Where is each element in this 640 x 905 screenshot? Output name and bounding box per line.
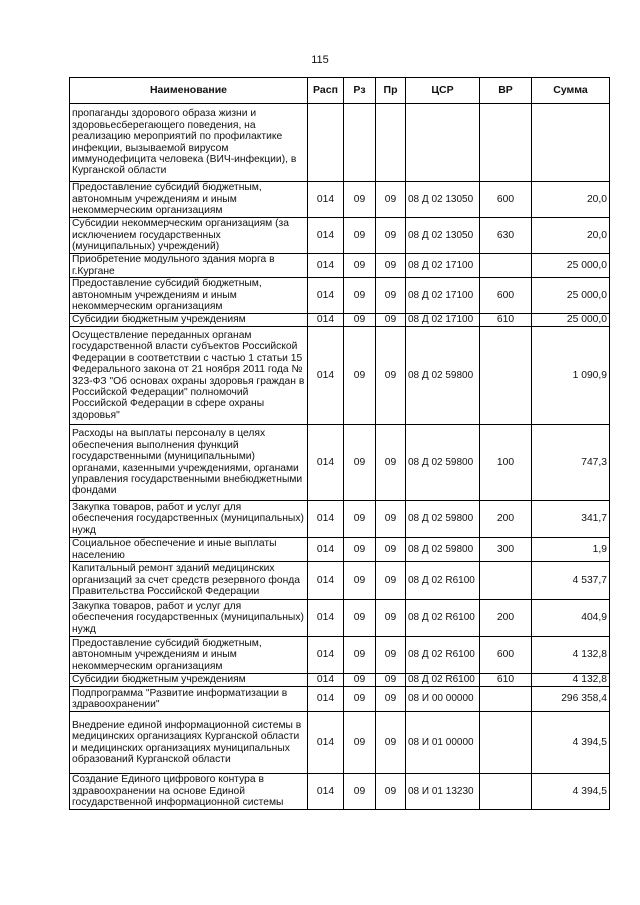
cell-pr: 09	[376, 712, 406, 774]
table-row	[70, 501, 610, 538]
cell-rz: 09	[344, 425, 376, 501]
cell-name: Субсидии бюджетным учреждениям	[70, 314, 308, 327]
cell-rasp: 014	[308, 538, 344, 562]
cell-rasp: 014	[308, 562, 344, 600]
cell-vr	[480, 687, 532, 712]
cell-name: Капитальный ремонт зданий медицинских организаций за счет средств резервного фонда Правительства Российской Федерации	[70, 562, 308, 600]
cell-sum: 4 394,5	[532, 712, 610, 774]
cell-pr: 09	[376, 637, 406, 674]
cell-pr: 09	[376, 314, 406, 327]
cell-sum: 20,0	[532, 182, 610, 218]
cell-sum: 25 000,0	[532, 314, 610, 327]
cell-rz: 09	[344, 562, 376, 600]
cell-sum: 4 132,8	[532, 637, 610, 674]
table-row	[70, 712, 610, 774]
cell-sum: 4 537,7	[532, 562, 610, 600]
table-row	[70, 674, 610, 687]
cell-csr: 08 И 01 13230	[406, 774, 480, 810]
page-number: 115	[311, 54, 329, 66]
cell-rasp: 014	[308, 600, 344, 637]
table-row	[70, 637, 610, 674]
cell-csr: 08 И 01 00000	[406, 712, 480, 774]
table-row	[70, 600, 610, 637]
cell-vr: 600	[480, 182, 532, 218]
cell-vr: 200	[480, 501, 532, 538]
cell-csr: 08 Д 02 17100	[406, 314, 480, 327]
cell-rz: 09	[344, 674, 376, 687]
cell-pr: 09	[376, 562, 406, 600]
cell-sum: 404,9	[532, 600, 610, 637]
cell-sum: 25 000,0	[532, 278, 610, 314]
header-name: Наименование	[70, 78, 308, 104]
cell-pr: 09	[376, 687, 406, 712]
header-rasp: Расп	[308, 78, 344, 104]
cell-rasp: 014	[308, 637, 344, 674]
cell-rz: 09	[344, 501, 376, 538]
cell-pr: 09	[376, 182, 406, 218]
cell-csr: 08 И 00 00000	[406, 687, 480, 712]
table-row	[70, 327, 610, 425]
table-row	[70, 425, 610, 501]
table-row	[70, 314, 610, 327]
cell-pr: 09	[376, 501, 406, 538]
table-row	[70, 182, 610, 218]
cell-sum: 25 000,0	[532, 254, 610, 278]
cell-rz: 09	[344, 314, 376, 327]
cell-sum: 296 358,4	[532, 687, 610, 712]
cell-vr: 600	[480, 637, 532, 674]
table-row	[70, 104, 610, 182]
cell-csr: 08 Д 02 R6100	[406, 600, 480, 637]
cell-rasp: 014	[308, 182, 344, 218]
table-header-row	[70, 78, 610, 104]
cell-sum: 4 132,8	[532, 674, 610, 687]
cell-sum: 1,9	[532, 538, 610, 562]
cell-rz: 09	[344, 218, 376, 254]
cell-vr	[480, 562, 532, 600]
table-row	[70, 774, 610, 810]
cell-csr: 08 Д 02 59800	[406, 425, 480, 501]
cell-vr: 610	[480, 674, 532, 687]
cell-name: Предоставление субсидий бюджетным, автономным учреждениям и иным некоммерческим организациям	[70, 278, 308, 314]
cell-csr: 08 Д 02 13050	[406, 182, 480, 218]
cell-rasp: 014	[308, 687, 344, 712]
table-row	[70, 254, 610, 278]
cell-name: Социальное обеспечение и иные выплаты населению	[70, 538, 308, 562]
cell-rasp: 014	[308, 327, 344, 425]
budget-table	[69, 77, 610, 810]
cell-rasp: 014	[308, 218, 344, 254]
table-row	[70, 562, 610, 600]
header-sum: Сумма	[532, 78, 610, 104]
cell-sum: 1 090,9	[532, 327, 610, 425]
cell-name: Субсидии некоммерческим организациям (за исключением государственных (муниципальных) учреждений)	[70, 218, 308, 254]
cell-vr: 300	[480, 538, 532, 562]
cell-rasp: 014	[308, 254, 344, 278]
cell-vr: 600	[480, 278, 532, 314]
cell-pr: 09	[376, 425, 406, 501]
cell-csr: 08 Д 02 17100	[406, 278, 480, 314]
cell-rasp: 014	[308, 278, 344, 314]
cell-sum: 4 394,5	[532, 774, 610, 810]
cell-vr	[480, 774, 532, 810]
cell-vr: 610	[480, 314, 532, 327]
cell-csr: 08 Д 02 59800	[406, 501, 480, 538]
cell-sum: 747,3	[532, 425, 610, 501]
cell-rz: 09	[344, 327, 376, 425]
cell-name: Осуществление переданных органам государственной власти субъектов Российской Федерации в соответствии с частью 1 статьи 15 Федерального закона от 21 ноября 2011 года № 323-ФЗ "Об основах охраны здоровья граждан в Российской Федерации" полномочий Российской Федерации в сфере охраны здоровья"	[70, 327, 308, 425]
cell-csr: 08 Д 02 59800	[406, 538, 480, 562]
cell-name: Внедрение единой информационной системы в медицинских организациях Курганской области и медицинских организациях муниципальных образований Курганской области	[70, 712, 308, 774]
cell-vr: 630	[480, 218, 532, 254]
table-row	[70, 687, 610, 712]
cell-rasp: 014	[308, 712, 344, 774]
cell-name: Подпрограмма "Развитие информатизации в здравоохранении"	[70, 687, 308, 712]
table-row	[70, 278, 610, 314]
cell-csr: 08 Д 02 R6100	[406, 562, 480, 600]
cell-csr: 08 Д 02 13050	[406, 218, 480, 254]
cell-csr: 08 Д 02 59800	[406, 327, 480, 425]
cell-rz	[344, 104, 376, 182]
cell-rasp: 014	[308, 501, 344, 538]
cell-csr: 08 Д 02 R6100	[406, 674, 480, 687]
cell-name: пропаганды здорового образа жизни и здоровьесберегающего поведения, на реализацию мероприятий по профилактике инфекции, вызываемой вирусом иммунодефицита человека (ВИЧ-инфекции), в Курганской области	[70, 104, 308, 182]
cell-pr	[376, 104, 406, 182]
cell-name: Субсидии бюджетным учреждениям	[70, 674, 308, 687]
cell-csr	[406, 104, 480, 182]
cell-csr: 08 Д 02 R6100	[406, 637, 480, 674]
table-row	[70, 218, 610, 254]
cell-rasp: 014	[308, 425, 344, 501]
cell-pr: 09	[376, 774, 406, 810]
cell-vr: 200	[480, 600, 532, 637]
cell-name: Приобретение модульного здания морга в г.Кургане	[70, 254, 308, 278]
cell-name: Создание Единого цифрового контура в здравоохранении на основе Единой государственной информационной системы	[70, 774, 308, 810]
cell-pr: 09	[376, 254, 406, 278]
cell-rasp: 014	[308, 314, 344, 327]
table-row	[70, 538, 610, 562]
cell-pr: 09	[376, 327, 406, 425]
cell-rz: 09	[344, 687, 376, 712]
cell-rz: 09	[344, 637, 376, 674]
cell-pr: 09	[376, 278, 406, 314]
cell-name: Расходы на выплаты персоналу в целях обеспечения выполнения функций государственными (муниципальными) органами, казенными учреждениями, органами управления государственными внебюджетными фондами	[70, 425, 308, 501]
header-rz: Рз	[344, 78, 376, 104]
cell-pr: 09	[376, 674, 406, 687]
cell-vr	[480, 254, 532, 278]
cell-sum: 20,0	[532, 218, 610, 254]
cell-vr: 100	[480, 425, 532, 501]
header-vr: ВР	[480, 78, 532, 104]
cell-rz: 09	[344, 600, 376, 637]
header-csr: ЦСР	[406, 78, 480, 104]
cell-rz: 09	[344, 774, 376, 810]
cell-rasp: 014	[308, 674, 344, 687]
cell-csr: 08 Д 02 17100	[406, 254, 480, 278]
cell-sum	[532, 104, 610, 182]
cell-pr: 09	[376, 600, 406, 637]
cell-name: Закупка товаров, работ и услуг для обеспечения государственных (муниципальных) нужд	[70, 501, 308, 538]
cell-rz: 09	[344, 538, 376, 562]
cell-rz: 09	[344, 182, 376, 218]
header-pr: Пр	[376, 78, 406, 104]
cell-name: Предоставление субсидий бюджетным, автономным учреждениям и иным некоммерческим организациям	[70, 182, 308, 218]
cell-sum: 341,7	[532, 501, 610, 538]
cell-rz: 09	[344, 254, 376, 278]
cell-pr: 09	[376, 218, 406, 254]
cell-name: Закупка товаров, работ и услуг для обеспечения государственных (муниципальных) нужд	[70, 600, 308, 637]
cell-rasp: 014	[308, 774, 344, 810]
cell-rz: 09	[344, 712, 376, 774]
cell-rasp	[308, 104, 344, 182]
cell-name: Предоставление субсидий бюджетным, автономным учреждениям и иным некоммерческим организациям	[70, 637, 308, 674]
cell-rz: 09	[344, 278, 376, 314]
cell-pr: 09	[376, 538, 406, 562]
cell-vr	[480, 104, 532, 182]
cell-vr	[480, 327, 532, 425]
cell-vr	[480, 712, 532, 774]
